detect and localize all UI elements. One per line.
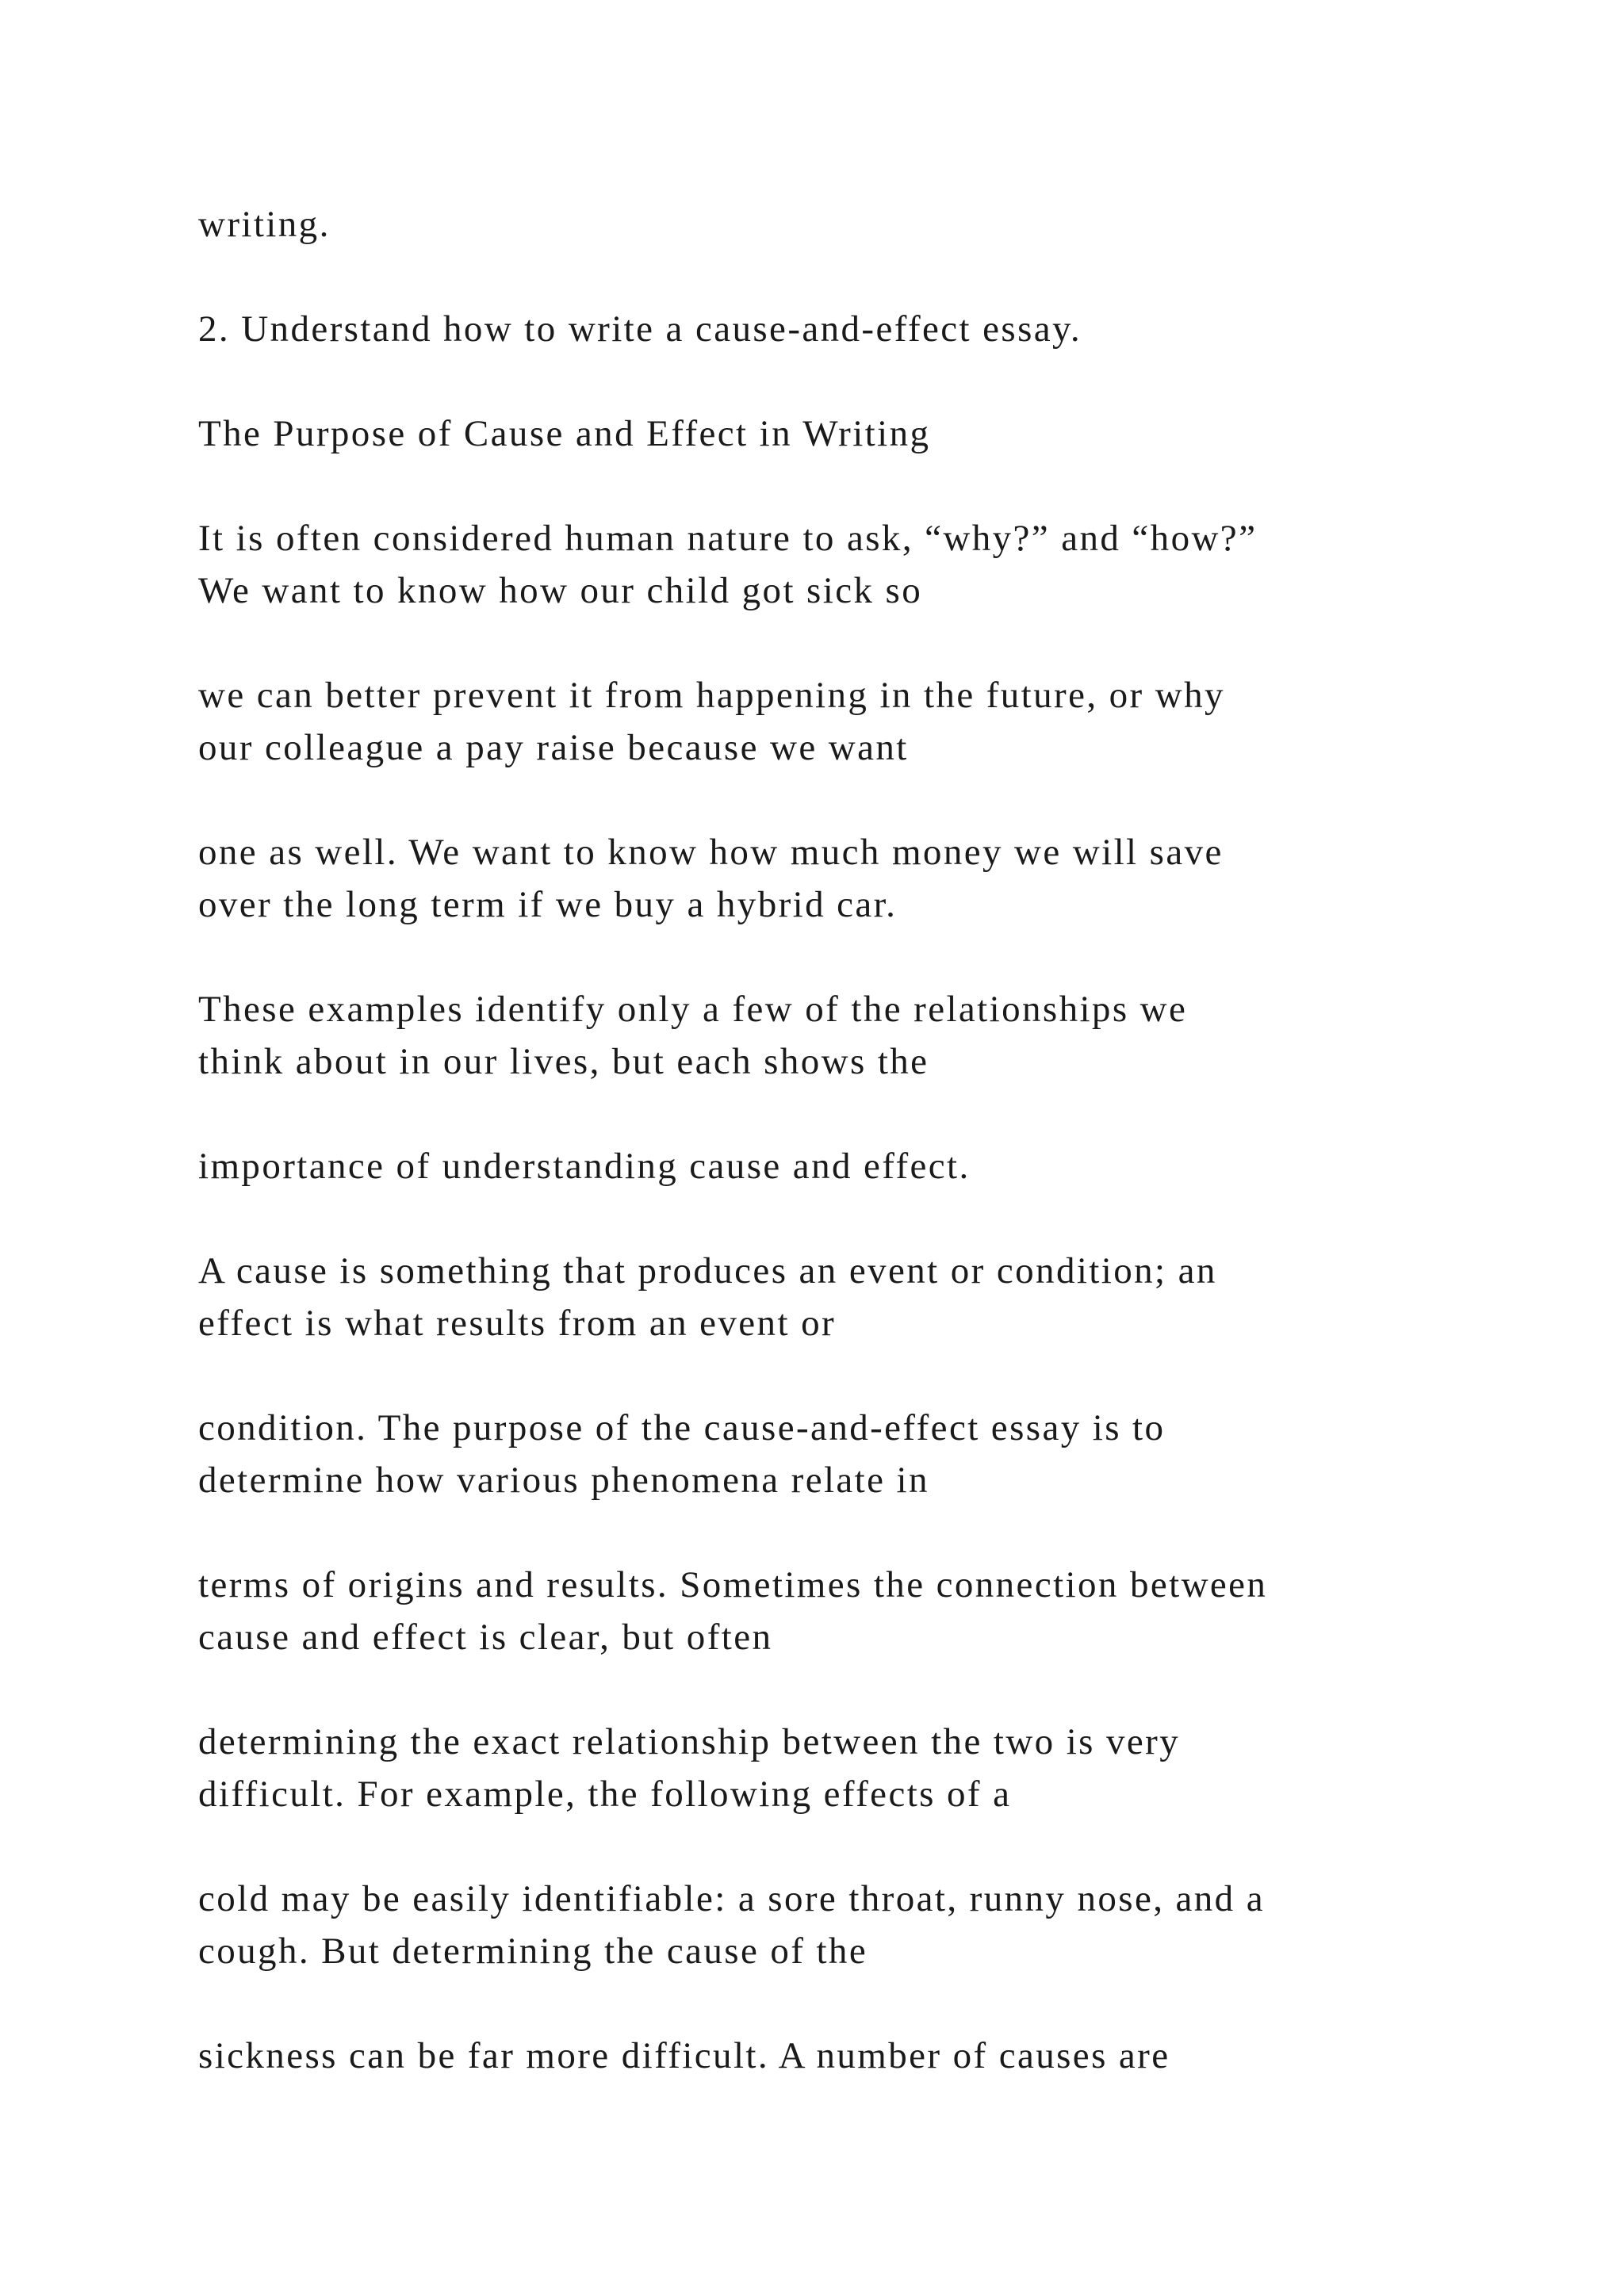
text-line: determine how various phenomena relate in <box>198 1460 929 1501</box>
text-line: determining the exact relationship between the two is very <box>198 1721 1181 1762</box>
text-line: over the long term if we buy a hybrid car. <box>198 884 898 925</box>
text-line: difficult. For example, the following effects of a <box>198 1774 1012 1815</box>
text-line: We want to know how our child got sick so <box>198 570 923 611</box>
text-line: cough. But determining the cause of the <box>198 1931 868 1972</box>
text-line: condition. The purpose of the cause-and-effect essay is to <box>198 1407 1166 1448</box>
text-line: writing. <box>198 204 331 245</box>
text-line: terms of origins and results. Sometimes the connection between <box>198 1564 1268 1605</box>
text-line: sickness can be far more difficult. A number of causes are <box>198 2035 1170 2076</box>
text-line: It is often considered human nature to ask, “why?” and “how?” <box>198 518 1258 559</box>
text-line: we can better prevent it from happening in the future, or why <box>198 675 1225 716</box>
text-line: think about in our lives, but each shows the <box>198 1041 929 1082</box>
text-line: importance of understanding cause and effect. <box>198 1146 971 1187</box>
text-line: effect is what results from an event or <box>198 1303 837 1344</box>
text-line: These examples identify only a few of the relationships we <box>198 989 1188 1030</box>
text-line: our colleague a pay raise because we want <box>198 727 909 768</box>
text-line: one as well. We want to know how much money we will save <box>198 832 1224 873</box>
text-line: 2. Understand how to write a cause-and-effect essay. <box>198 308 1082 350</box>
text-line: The Purpose of Cause and Effect in Writing <box>198 413 931 454</box>
text-line: A cause is something that produces an event or condition; an <box>198 1250 1217 1292</box>
text-line: cause and effect is clear, but often <box>198 1617 773 1658</box>
text-line: cold may be easily identifiable: a sore throat, runny nose, and a <box>198 1878 1265 1919</box>
